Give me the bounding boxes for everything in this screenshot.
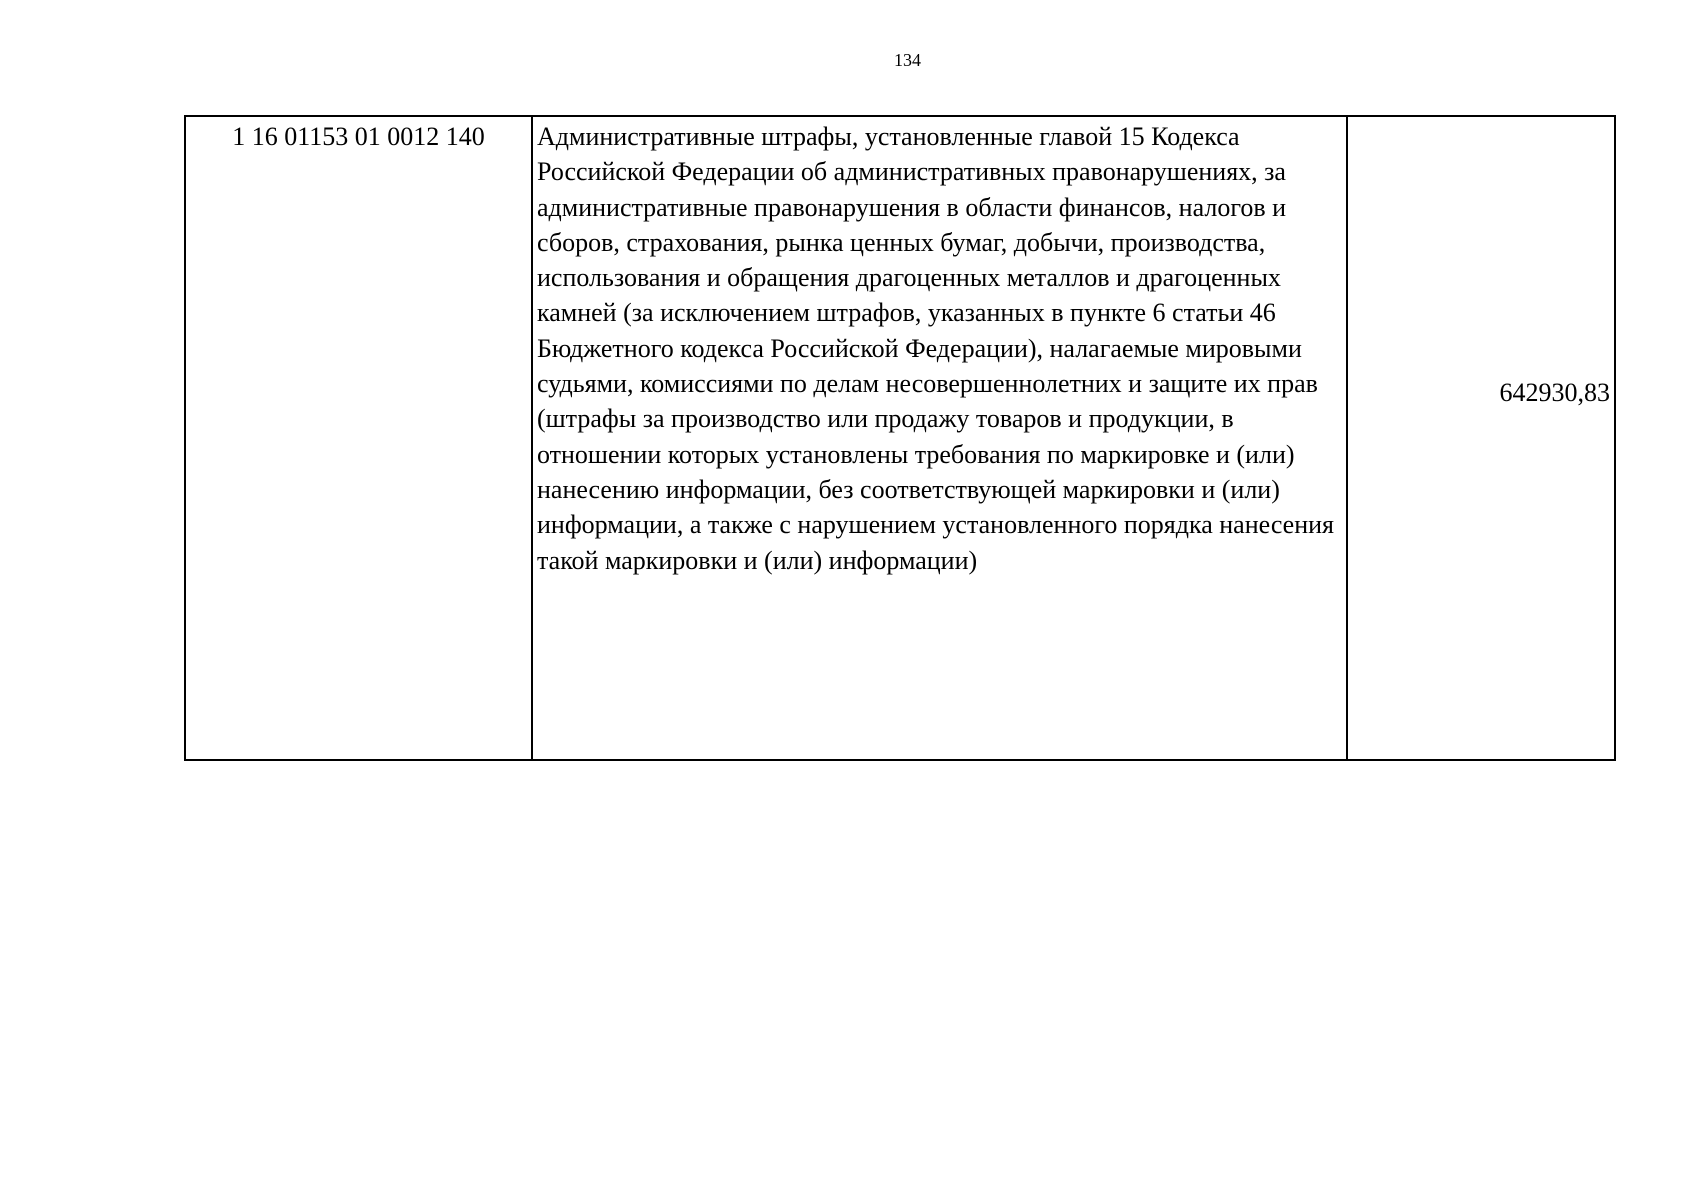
table-row [185,116,1615,760]
budget-classification-code: 1 16 01153 01 0012 140 [185,116,532,760]
page-number: 134 [894,50,921,70]
revenue-description: Административные штрафы, установленные главой 15 Кодекса Российской Федерации об административных правонарушениях, за административные правонарушения в области финансов, налогов и сборов, страхования, рынка ценных бумаг, добычи, производства, использования и обращения драгоценных металлов и драгоценных камней (за исключением штрафов, указанных в пункте 6 статьи 46 Бюджетного кодекса Российской Федерации), налагаемые мировыми судьями, комиссиями по делам несовершеннолетних и защите их прав (штрафы за производство или продажу товаров и продукции, в отношении которых установлены требования по маркировке и (или) нанесению информации, без соответствующей маркировки и (или) информации, а также с нарушением установленного порядка нанесения такой маркировки и (или) информации) [532,116,1347,760]
amount-value: 642930,83 [1347,116,1615,760]
budget-table [184,115,1616,761]
